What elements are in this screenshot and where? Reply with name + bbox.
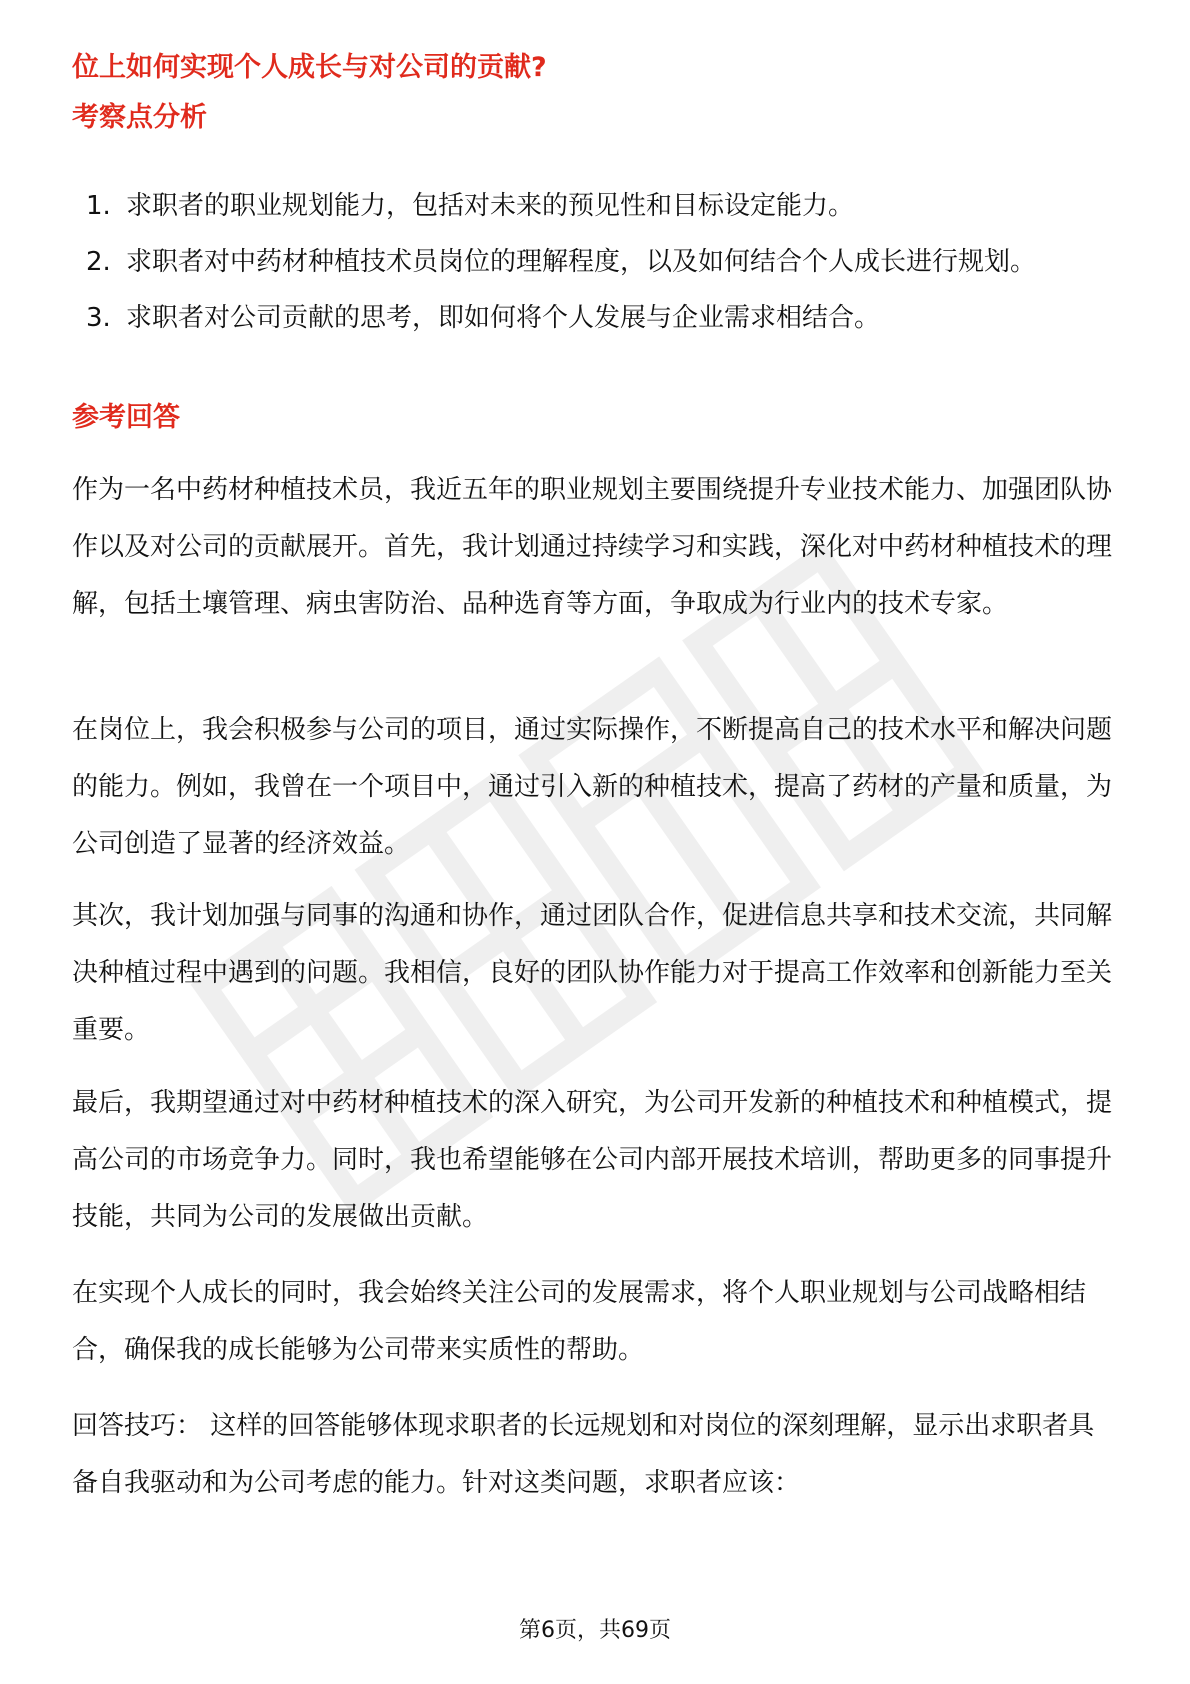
answer-paragraph: 最后，我期望通过对中药材种植技术的深入研究，为公司开发新的种植技术和种植模式，提高公司的市场竞争力。同时，我也希望能够在公司内部开展技术培训，帮助更多的同事提升技能，共同为公司的发展做出贡献。	[72, 1088, 1113, 1232]
answer-tips-paragraph: 回答技巧： 这样的回答能够体现求职者的长远规划和对岗位的深刻理解，显示出求职者具备自我驱动和为公司考虑的能力。针对这类问题，求职者应该：	[72, 1411, 1095, 1498]
list-item-text: 求职者对中药材种植技术员岗位的理解程度，以及如何结合个人成长进行规划。	[126, 247, 1037, 277]
list-item-number: 3.	[86, 303, 111, 333]
list-item	[72, 234, 1122, 290]
analysis-list	[72, 178, 1122, 346]
list-item-number: 1.	[86, 191, 111, 221]
page-title: 位上如何实现个人成长与对公司的贡献?	[72, 52, 547, 83]
answer-paragraph: 作为一名中药材种植技术员，我近五年的职业规划主要围绕提升专业技术能力、加强团队协作以及对公司的贡献展开。首先，我计划通过持续学习和实践，深化对中药材种植技术的理解，包括土壤管理、病虫害防治、品种选育等方面，争取成为行业内的技术专家。	[72, 475, 1113, 619]
list-item	[72, 178, 1122, 234]
list-item-number: 2.	[86, 247, 111, 277]
list-item-text: 求职者对公司贡献的思考，即如何将个人发展与企业需求相结合。	[126, 303, 881, 333]
answer-paragraph: 在实现个人成长的同时，我会始终关注公司的发展需求，将个人职业规划与公司战略相结合，确保我的成长能够为公司带来实质性的帮助。	[72, 1278, 1087, 1365]
list-item-text: 求职者的职业规划能力，包括对未来的预见性和目标设定能力。	[126, 191, 855, 221]
answer-paragraph: 其次，我计划加强与同事的沟通和协作，通过团队合作，促进信息共享和技术交流，共同解决种植过程中遇到的问题。我相信，良好的团队协作能力对于提高工作效率和创新能力至关重要。	[72, 901, 1113, 1045]
page-number: 第6页，共69页	[519, 1618, 671, 1643]
answer-heading: 参考回答	[72, 402, 180, 433]
answer-paragraph: 在岗位上，我会积极参与公司的项目，通过实际操作，不断提高自己的技术水平和解决问题的能力。例如，我曾在一个项目中，通过引入新的种植技术，提高了药材的产量和质量，为公司创造了显著的经济效益。	[72, 715, 1113, 859]
analysis-heading: 考察点分析	[72, 102, 207, 133]
list-item	[72, 290, 1122, 346]
